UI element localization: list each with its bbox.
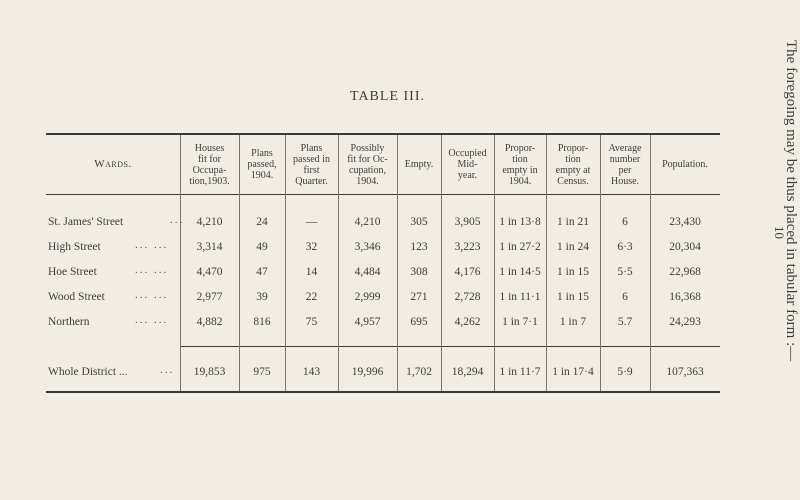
table-cell: 3,905 xyxy=(454,216,481,228)
table-cell: 1 in 15 xyxy=(557,291,589,303)
table-cell: 6·3 xyxy=(617,241,633,253)
table-cell: 6 xyxy=(622,216,628,228)
table-cell: 1 in 7·1 xyxy=(502,316,538,328)
table-cell: 1,702 xyxy=(406,366,432,378)
table-row xyxy=(0,266,800,286)
header-empty: Empty. xyxy=(404,159,434,170)
table-title: TABLE III. xyxy=(350,89,425,104)
table-cell: 24 xyxy=(256,216,268,228)
table-cell: 1 in 13·8 xyxy=(499,216,541,228)
table-cell: 4,470 xyxy=(196,266,223,278)
table-cell: 2,728 xyxy=(454,291,481,303)
table-row xyxy=(0,291,800,311)
table-cell: 1 in 17·4 xyxy=(552,366,594,378)
table-cell: — xyxy=(305,216,318,228)
table-cell: 123 xyxy=(410,241,428,253)
table-cell: 14 xyxy=(305,266,318,278)
table-cell: 22 xyxy=(305,291,318,303)
ward-name: Wood Street xyxy=(48,291,105,303)
table-cell: 23,430 xyxy=(669,216,701,228)
table-cell: 19,996 xyxy=(351,366,384,378)
table-cell: 4,210 xyxy=(196,216,223,228)
table-cell: 107,363 xyxy=(666,366,704,378)
table-cell: 4,176 xyxy=(454,266,481,278)
table-cell: 4,882 xyxy=(196,316,223,328)
leader-dots: ... ... xyxy=(135,314,169,326)
header-proportion-1904: Propor- tion empty in 1904. xyxy=(502,142,538,187)
table-cell: 305 xyxy=(410,216,428,228)
ward-name: Whole District ... xyxy=(48,366,128,378)
table-cell: 20,304 xyxy=(669,241,701,253)
table-row xyxy=(0,316,800,336)
table-cell: 5·9 xyxy=(617,366,633,378)
header-rule xyxy=(46,194,720,195)
leader-dots: ... xyxy=(170,214,185,226)
header-population: Population. xyxy=(662,159,708,170)
table-cell: 4,210 xyxy=(354,216,381,228)
leader-dots: ... ... xyxy=(135,264,169,276)
table-cell: 271 xyxy=(410,291,428,303)
table-cell: 1 in 15 xyxy=(557,266,589,278)
table-cell: 1 in 27·2 xyxy=(499,241,541,253)
page-number: 10 xyxy=(772,226,787,239)
table-cell: 308 xyxy=(410,266,428,278)
ward-name: High Street xyxy=(48,241,101,253)
table-cell: 1 in 7 xyxy=(559,316,587,328)
table-cell: 5·5 xyxy=(617,266,633,278)
table-cell: 3,223 xyxy=(454,241,481,253)
header-plans-passed: Plans passed, 1904. xyxy=(247,148,277,181)
table-cell: 3,314 xyxy=(196,241,223,253)
table-cell: 49 xyxy=(256,241,268,253)
table-bottom-rule xyxy=(46,391,720,393)
table-cell: 4,957 xyxy=(354,316,381,328)
table-cell: 32 xyxy=(305,241,318,253)
table-row xyxy=(0,216,800,236)
table-cell: 4,484 xyxy=(354,266,381,278)
table-cell: 22,968 xyxy=(669,266,701,278)
header-average-per-house: Average number per House. xyxy=(608,142,642,187)
table-top-rule xyxy=(46,133,720,135)
total-separator-rule xyxy=(180,346,720,347)
table-cell: 2,999 xyxy=(354,291,381,303)
table-cell: 19,853 xyxy=(193,366,226,378)
table-cell: 75 xyxy=(305,316,318,328)
table-cell: 6 xyxy=(622,291,628,303)
header-wards: Wards. xyxy=(94,158,132,170)
table-cell: 39 xyxy=(256,291,268,303)
table-cell: 1 in 14·5 xyxy=(499,266,541,278)
side-caption: The foregoing may be thus placed in tabular form :— xyxy=(783,40,799,362)
table-cell: 695 xyxy=(410,316,428,328)
table-cell: 5.7 xyxy=(617,316,633,328)
leader-dots: ... xyxy=(160,364,175,376)
table-cell: 18,294 xyxy=(451,366,484,378)
header-possibly-fit: Possibly fit for Oc- cupation, 1904. xyxy=(347,142,388,187)
table-cell: 2,977 xyxy=(196,291,223,303)
table-cell: 4,262 xyxy=(454,316,481,328)
leader-dots: ... ... xyxy=(135,289,169,301)
table-cell: 143 xyxy=(302,366,321,378)
header-occupied: Occupied Mid- year. xyxy=(448,148,487,181)
ward-name: Hoe Street xyxy=(48,266,97,278)
table-cell: 1 in 21 xyxy=(557,216,589,228)
header-proportion-census: Propor- tion empty at Census. xyxy=(555,142,591,187)
header-plans-first-quarter: Plans passed in first Quarter. xyxy=(293,142,330,187)
table-cell: 975 xyxy=(253,366,271,378)
table-cell: 16,368 xyxy=(669,291,701,303)
header-houses-fit: Houses fit for Occupa- tion,1903. xyxy=(189,142,230,187)
ward-name: St. James' Street xyxy=(48,216,124,228)
total-row xyxy=(0,366,800,386)
table-cell: 816 xyxy=(253,316,271,328)
ward-name: Northern xyxy=(48,316,90,328)
table-cell: 3,346 xyxy=(354,241,381,253)
table-cell: 1 in 11·7 xyxy=(499,366,541,378)
leader-dots: ... ... xyxy=(135,239,169,251)
table-cell: 24,293 xyxy=(669,316,701,328)
table-cell: 1 in 11·1 xyxy=(499,291,541,303)
table-cell: 47 xyxy=(256,266,268,278)
table-cell: 1 in 24 xyxy=(557,241,589,253)
table-row xyxy=(0,241,800,261)
